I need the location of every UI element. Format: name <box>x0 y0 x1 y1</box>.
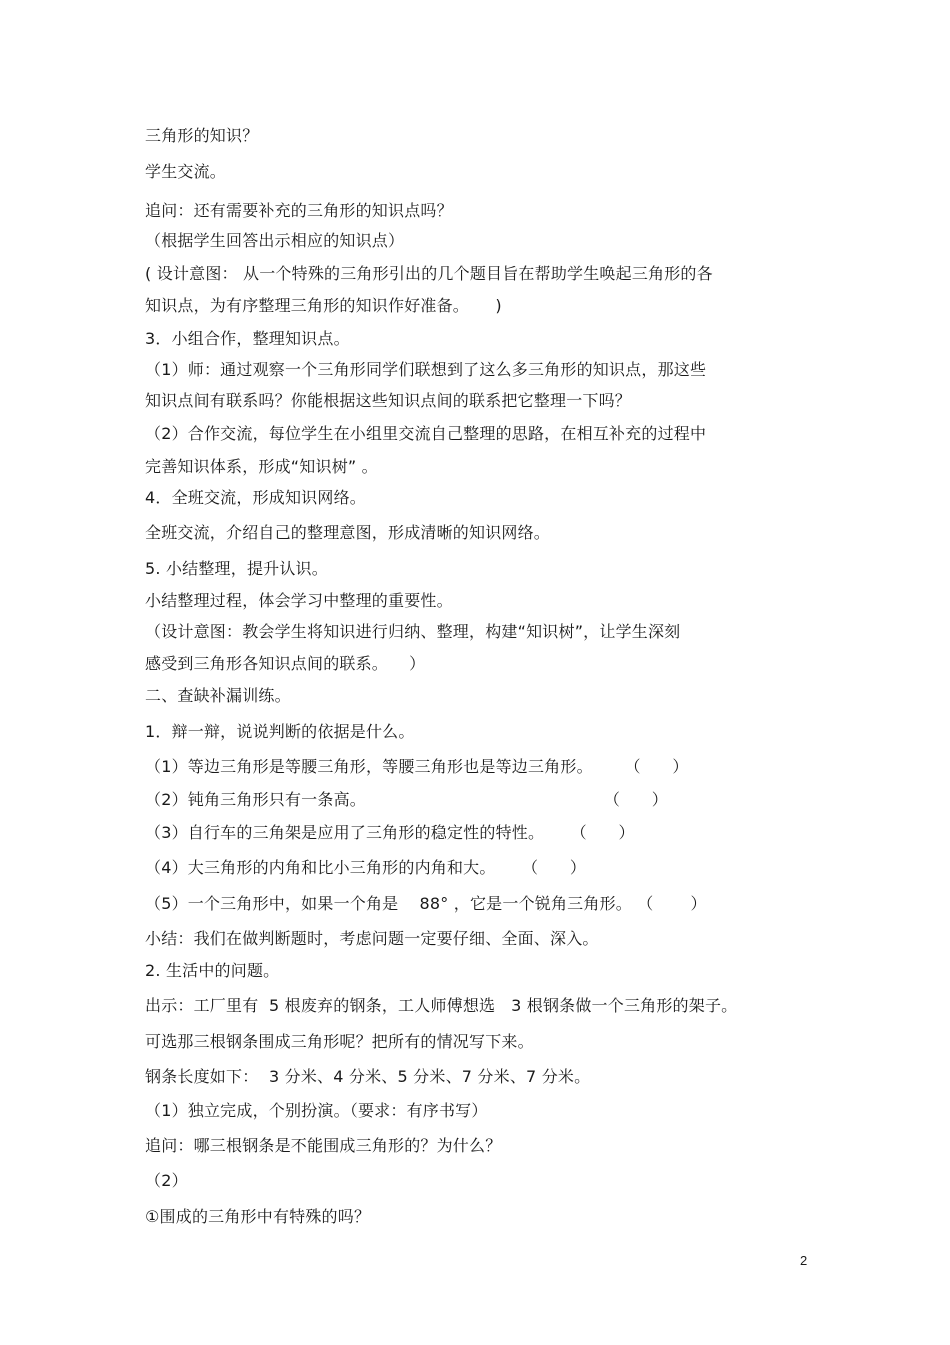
text-line: 5. 小结整理，提升认识。 <box>145 559 328 578</box>
text-line: （3）自行车的三角架是应用了三角形的稳定性的特性。 （ ） <box>145 823 635 842</box>
page-number: 2 <box>800 1253 808 1268</box>
text-line: 钢条长度如下： 3 分米、4 分米、5 分米、7 分米、7 分米。 <box>145 1067 591 1086</box>
text-line: 全班交流，介绍自己的整理意图，形成清晰的知识网络。 <box>145 523 551 542</box>
text-line: 追问：还有需要补充的三角形的知识点吗？ <box>145 201 453 220</box>
text-line: （4）大三角形的内角和比小三角形的内角和大。 （ ） <box>145 858 587 877</box>
text-line: （1）等边三角形是等腰三角形，等腰三角形也是等边三角形。 （ ） <box>145 757 689 776</box>
text-line: 4．全班交流，形成知识网络。 <box>145 488 366 507</box>
text-line: （2） <box>145 1171 188 1190</box>
text-line: 三角形的知识？ <box>145 126 259 145</box>
text-line: 完善知识体系，形成“知识树” 。 <box>145 457 378 476</box>
text-line: 出示：工厂里有 5 根废弃的钢条，工人师傅想选 3 根钢条做一个三角形的架子。 <box>145 996 738 1015</box>
text-line: 二、查缺补漏训练。 <box>145 686 291 705</box>
text-line: 感受到三角形各知识点间的联系。 ） <box>145 654 426 673</box>
text-line: 知识点，为有序整理三角形的知识作好准备。 ) <box>145 296 502 315</box>
text-line: 追问：哪三根钢条是不能围成三角形的？为什么？ <box>145 1136 502 1155</box>
text-line: 2. 生活中的问题。 <box>145 961 280 980</box>
text-line: ①围成的三角形中有特殊的吗？ <box>145 1207 371 1226</box>
text-line: 可选那三根钢条围成三角形呢？把所有的情况写下来。 <box>145 1032 534 1051</box>
text-line: （根据学生回答出示相应的知识点） <box>145 231 405 250</box>
text-line: 小结整理过程，体会学习中整理的重要性。 <box>145 591 453 610</box>
text-line: 小结：我们在做判断题时，考虑问题一定要仔细、全面、深入。 <box>145 929 599 948</box>
text-line: 3．小组合作，整理知识点。 <box>145 329 350 348</box>
text-line: ( 设计意图： 从一个特殊的三角形引出的几个题目旨在帮助学生唤起三角形的各 <box>145 264 713 283</box>
text-line: （2）钝角三角形只有一条高。 （ ） <box>145 790 668 809</box>
text-line: （2）合作交流，每位学生在小组里交流自己整理的思路，在相互补充的过程中 <box>145 424 707 443</box>
text-line: （1）师：通过观察一个三角形同学们联想到了这么多三角形的知识点，那这些 <box>145 360 707 379</box>
text-line: （5）一个三角形中，如果一个角是 88° ，它是一个锐角三角形。 （ ） <box>145 894 707 913</box>
text-line: 学生交流。 <box>145 162 227 181</box>
text-line: （设计意图：教会学生将知识进行归纳、整理，构建“知识树”，让学生深刻 <box>145 622 681 641</box>
text-line: 1．辩一辩，说说判断的依据是什么。 <box>145 722 415 741</box>
text-line: （1）独立完成，个别扮演。（要求：有序书写） <box>145 1101 488 1120</box>
text-line: 知识点间有联系吗？你能根据这些知识点间的联系把它整理一下吗？ <box>145 391 632 410</box>
